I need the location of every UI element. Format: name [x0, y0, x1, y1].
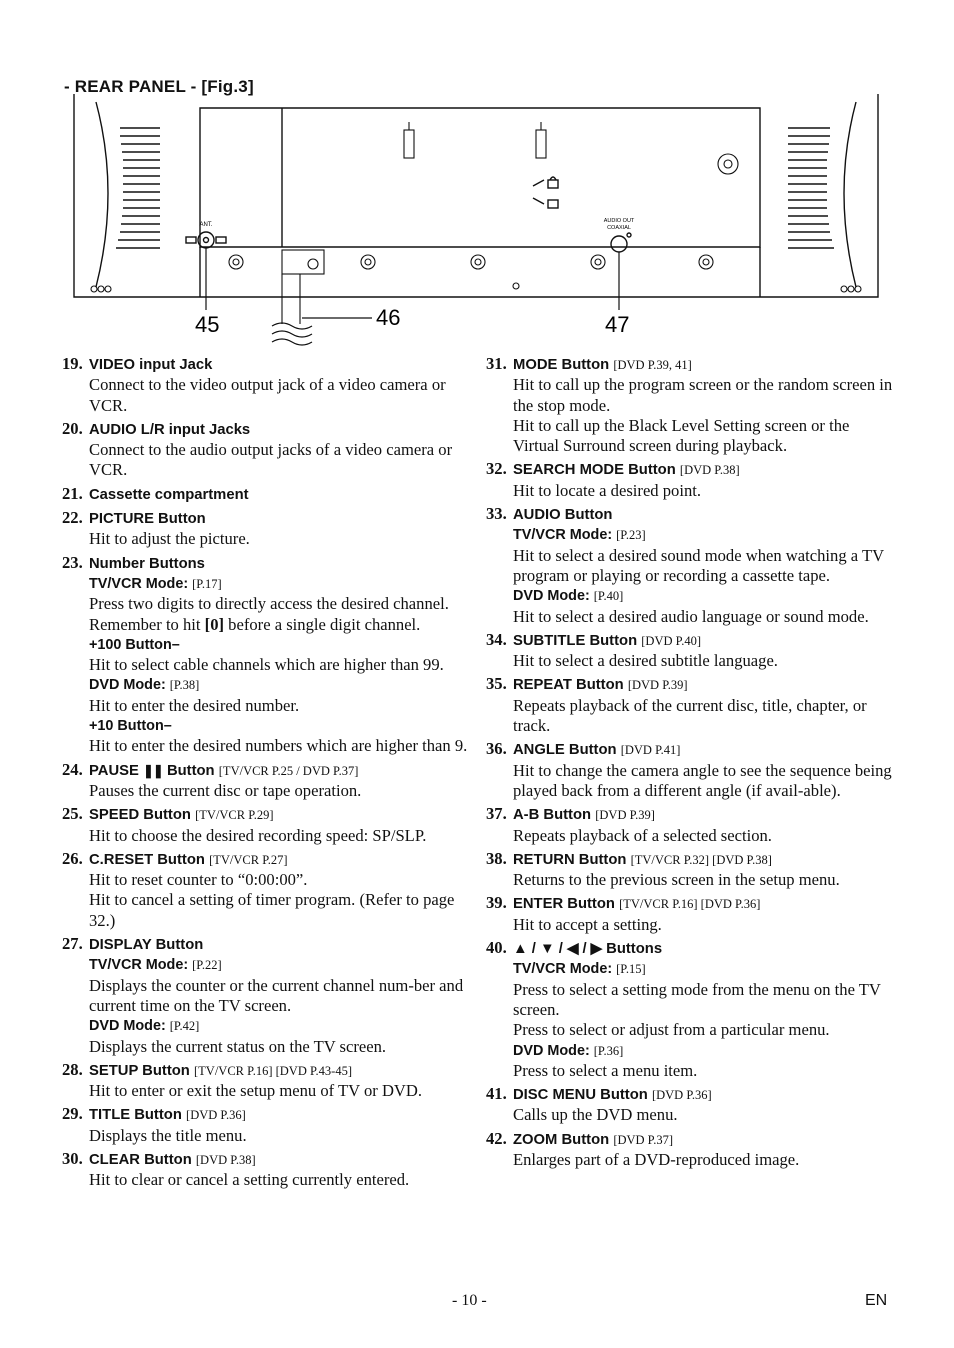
left-vents [116, 128, 160, 248]
item-23 [62, 553, 470, 757]
item-26 [62, 849, 470, 931]
rear-panel-diagram [60, 92, 890, 352]
right-vents [788, 128, 834, 248]
item-text: Remember to hit [0] before a single digit channel. [89, 614, 421, 634]
item-41 [486, 1084, 898, 1126]
item-28 [62, 1060, 470, 1102]
item-number: 37. [486, 804, 507, 824]
item-number: 21. [62, 483, 83, 503]
page-ref: [DVD P.41] [620, 743, 681, 758]
item-text: Press to select or adjust from a particular menu. [513, 1020, 830, 1040]
item-text: Enlarges part of a DVD-reproduced image. [513, 1149, 800, 1169]
item-number: 38. [486, 848, 507, 868]
item-text: Hit to choose the desired recording speed: SP/SLP. [89, 825, 427, 845]
item-20 [62, 419, 470, 481]
page-ref: [DVD P.36] [651, 1088, 712, 1103]
item-title: DISC MENU Button [513, 1087, 648, 1104]
item-title: SETUP Button [89, 1062, 190, 1079]
item-title: REPEAT Button [513, 677, 624, 694]
item-number: 32. [486, 459, 507, 479]
item-text: Hit to reset counter to “0:00:00”. [89, 870, 308, 890]
item-number: 36. [486, 739, 507, 759]
item-title: ANGLE Button [513, 742, 617, 759]
item-number: 19. [62, 354, 83, 373]
page-ref: [DVD P.39] [627, 678, 688, 693]
item-number: 30. [62, 1148, 83, 1168]
item-text: Pauses the current disc or tape operation. [89, 780, 362, 800]
item-title: Cassette compartment [89, 486, 249, 503]
item-title: A-B Button [513, 807, 592, 824]
item-37 [486, 804, 898, 846]
item-27 [62, 934, 470, 1057]
item-text: Hit to locate a desired point. [513, 480, 702, 500]
item-text: Returns to the previous screen in the setup menu. [513, 870, 840, 890]
page-ref: [TV/VCR P.32] [DVD P.38] [630, 852, 772, 867]
item-32 [486, 459, 898, 501]
item-number: 27. [62, 934, 83, 954]
item-title: PAUSE ❚❚ Button [89, 762, 215, 779]
item-text: Press two digits to directly access the desired channel. [89, 594, 449, 614]
item-42 [486, 1129, 898, 1171]
page-ref: [DVD P.38] [679, 463, 740, 478]
pause-icon: ❚❚ [143, 762, 163, 778]
item-number: 34. [486, 629, 507, 649]
item-title: TITLE Button [89, 1107, 182, 1124]
item-30 [62, 1149, 470, 1191]
sub-label: +100 Button– [89, 636, 180, 653]
item-text: Hit to accept a setting. [513, 914, 662, 934]
item-text: Connect to the audio output jacks of a video camera or VCR. [89, 440, 453, 480]
item-text: Press to select a setting mode from the menu on the TV screen. [513, 979, 881, 1019]
mode-label: TV/VCR Mode: [P.17] [89, 575, 222, 592]
ant-jack [186, 232, 226, 248]
item-text: Hit to change the camera angle to see the sequence being played back from a different angle (if avail-able). [513, 760, 892, 800]
item-text: Hit to select a desired subtitle language. [513, 651, 778, 671]
item-35 [486, 674, 898, 736]
item-text: Repeats playback of a selected section. [513, 825, 772, 845]
item-22 [62, 508, 470, 550]
item-number: 23. [62, 552, 83, 572]
item-21 [62, 484, 470, 505]
page-ref: [DVD P.39] [595, 808, 655, 823]
item-text: Hit to call up the program screen or the random screen in the stop mode. [513, 375, 893, 415]
page-ref: [DVD P.39, 41] [613, 358, 692, 372]
page-ref: [DVD P.36] [186, 1108, 246, 1123]
item-title: SEARCH MODE Button [513, 462, 676, 479]
item-number: 39. [486, 893, 507, 913]
mode-label: TV/VCR Mode: [P.22] [89, 957, 222, 974]
item-text: Hit to call up the Black Level Setting screen or the Virtual Surround screen during playback. [513, 415, 850, 456]
item-33 [486, 504, 898, 627]
item-19 [62, 354, 470, 416]
ant-label: ANT. [199, 222, 213, 228]
rear-panel-outline [200, 108, 760, 247]
page-ref: [DVD P.37] [613, 1132, 674, 1147]
item-text: Press to select a menu item. [513, 1060, 698, 1080]
item-36 [486, 739, 898, 801]
item-text: Hit to select cable channels which are higher than 99. [89, 655, 444, 675]
item-title: DISPLAY Button [89, 937, 204, 954]
audio-out-coaxial-jack [611, 233, 631, 252]
item-title: AUDIO Button [513, 507, 613, 524]
page-ref: [DVD P.40] [641, 633, 701, 648]
callout-47: 47 [605, 312, 630, 337]
item-number: 26. [62, 848, 83, 868]
item-text: Connect to the video output jack of a video camera or VCR. [89, 375, 446, 415]
item-text: Repeats playback of the current disc, title, chapter, or track. [513, 695, 867, 736]
item-number: 33. [486, 504, 507, 524]
item-title: RETURN Button [513, 851, 627, 868]
callout-45: 45 [195, 312, 220, 337]
lock-icon [533, 177, 558, 208]
page-ref: [DVD P.38] [195, 1152, 256, 1167]
item-title: ENTER Button [513, 896, 615, 913]
item-title: VIDEO input Jack [89, 357, 213, 373]
mode-label: TV/VCR Mode: [P.15] [513, 961, 646, 978]
item-title: PICTURE Button [89, 511, 206, 528]
item-39 [486, 893, 898, 935]
mode-label: DVD Mode: [P.40] [513, 588, 624, 605]
item-text: Hit to enter or exit the setup menu of TV or DVD. [89, 1081, 423, 1101]
item-40 [486, 938, 898, 1081]
item-number: 24. [62, 759, 83, 779]
right-column [486, 354, 898, 1173]
audio-out-label: AUDIO OUT [603, 218, 635, 224]
item-number: 40. [486, 938, 507, 958]
mode-label: TV/VCR Mode: [P.23] [513, 527, 646, 544]
item-text: Displays the current status on the TV screen. [89, 1036, 387, 1056]
item-text: Hit to enter the desired numbers which are higher than 9. [89, 736, 468, 756]
language-tag: EN [865, 1292, 888, 1309]
item-number: 29. [62, 1104, 83, 1124]
item-34 [486, 630, 898, 672]
item-number: 20. [62, 418, 83, 438]
item-number: 25. [62, 804, 83, 824]
item-text: Calls up the DVD menu. [513, 1105, 678, 1125]
callout-46: 46 [376, 305, 401, 330]
page-ref: [TV/VCR P.27] [209, 852, 288, 867]
page-ref: [TV/VCR P.29] [195, 808, 274, 823]
page-ref: [TV/VCR P.16] [DVD P.36] [619, 897, 761, 912]
page-ref: [TV/VCR P.25 / DVD P.37] [218, 763, 359, 778]
item-38 [486, 849, 898, 891]
section-title: - REAR PANEL - [Fig.3] [64, 77, 254, 96]
item-title: CLEAR Button [89, 1151, 192, 1168]
item-29 [62, 1104, 470, 1146]
item-text: Hit to clear or cancel a setting currently entered. [89, 1170, 410, 1190]
item-number: 41. [486, 1084, 507, 1104]
item-title: ZOOM Button [513, 1131, 610, 1148]
item-text: Hit to select a desired sound mode when watching a TV program or playing or recording a cassette tape. [513, 545, 884, 585]
item-number: 31. [486, 354, 507, 373]
item-number: 22. [62, 508, 83, 528]
item-title: SUBTITLE Button [513, 632, 638, 649]
item-number: 35. [486, 674, 507, 694]
sub-label: +10 Button– [89, 718, 172, 735]
item-title: AUDIO L/R input Jacks [89, 421, 251, 438]
item-text: Hit to adjust the picture. [89, 529, 250, 549]
item-24 [62, 760, 470, 802]
item-title: Number Buttons [89, 555, 205, 572]
mode-label: DVD Mode: [P.42] [89, 1018, 200, 1035]
left-column [62, 354, 470, 1194]
item-31 [486, 354, 898, 456]
coaxial-label: COAXIAL [607, 225, 631, 231]
arrow-buttons-title: ▲ / ▼ / ◀ / ▶ Buttons [513, 941, 663, 958]
cabinet-outline [74, 94, 878, 297]
item-number: 28. [62, 1059, 83, 1079]
item-text: Hit to cancel a setting of timer program. (Refer to page 32.) [89, 890, 455, 930]
item-title: SPEED Button [89, 807, 191, 824]
item-title: C.RESET Button [89, 851, 205, 868]
item-title: MODE Button [513, 357, 610, 373]
item-text: Hit to select a desired audio language or sound mode. [513, 606, 869, 626]
page-ref: [TV/VCR P.16] [DVD P.43-45] [194, 1063, 352, 1078]
mode-label: DVD Mode: [P.36] [513, 1042, 624, 1059]
item-number: 42. [486, 1128, 507, 1148]
item-text: Displays the counter or the current channel num-ber and current time on the TV screen. [89, 975, 464, 1015]
item-text: Displays the title menu. [89, 1125, 247, 1145]
page-number: - 10 - [452, 1292, 487, 1309]
item-text: Hit to enter the desired number. [89, 695, 300, 715]
item-25 [62, 804, 470, 846]
mode-label: DVD Mode: [P.38] [89, 677, 200, 694]
